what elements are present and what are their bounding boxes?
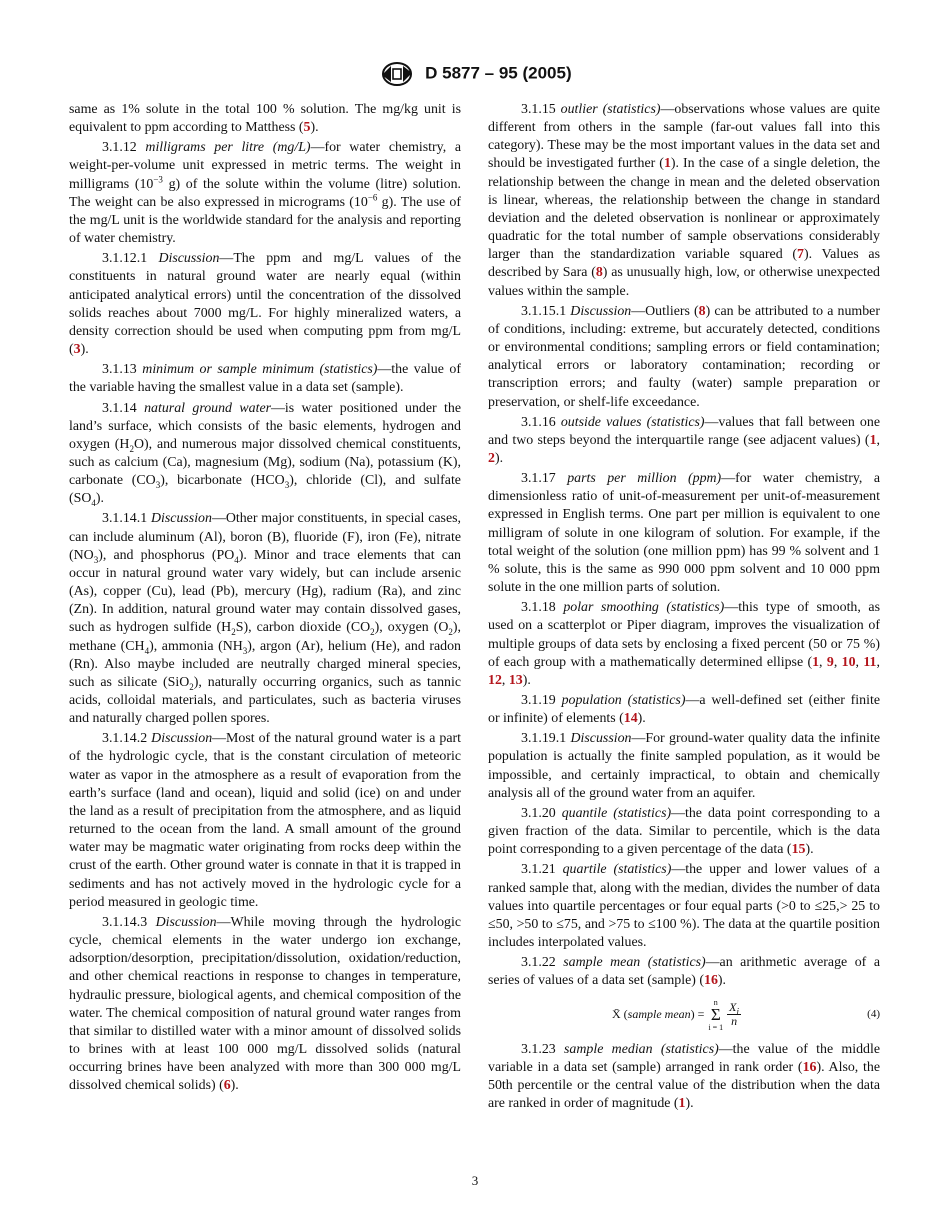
- definition-sample-median: 3.1.23 sample median (statistics)—the value of the middle variable in a data set (sample) arranged in rank order (16). Also, the 50th percentile or the central value of the distribution when the data are ranked in order of magnitude (1).: [488, 1041, 881, 1111]
- term: population (statistics): [561, 693, 686, 708]
- term: quartile (statistics): [562, 862, 672, 878]
- reference-link[interactable]: 2: [488, 450, 495, 466]
- reference-link[interactable]: 16: [802, 1059, 817, 1075]
- term: parts per million (ppm): [567, 471, 722, 487]
- reference-link[interactable]: 1: [812, 654, 820, 670]
- reference-link[interactable]: 7: [797, 247, 804, 263]
- reference-link[interactable]: 16: [704, 973, 718, 989]
- reference-link[interactable]: 5: [303, 120, 311, 136]
- page-header: [0, 60, 950, 87]
- equation-fraction: $\frac{X_i}{n}$: [729, 1000, 740, 1028]
- reference-link[interactable]: 3: [73, 342, 81, 358]
- definition-quartile: 3.1.21 quartile (statistics)—the upper and lower values of a ranked sample that, along with the median, divides the number of data values into quartile percentages or four equal parts (>0 to ≤25,> 25 to ≤50, >50 to ≤75, and >75 to ≤100 %). The data at the quartile position includes interpolated values.: [488, 862, 880, 951]
- reference-link[interactable]: 1: [678, 1095, 686, 1111]
- term: outside values (statistics): [560, 414, 705, 430]
- reference-link[interactable]: 8: [698, 303, 706, 319]
- paragraph-continuation: same as 1% solute in the total 100 % solution. The mg/kg unit is equivalent to ppm according to Matthess (5).: [69, 102, 461, 136]
- reference-link[interactable]: 14: [623, 711, 638, 727]
- definition-polar-smoothing: 3.1.18 polar smoothing (statistics)—this type of smooth, as used on a scatterplot or Piper diagram, improves the visualization of multiple groups of data sets by enclosing a fixed percent (50 or 75 %) of each group with a mathematically determined ellipse (1, 9, 10, 11, 12, 13).: [488, 600, 880, 688]
- definition-quantile: 3.1.20 quantile (statistics)—the data point corresponding to a given fraction of the data. Similar to percentile, which is the data point corresponding to a given percentage of the data (15).: [488, 805, 880, 858]
- discussion-population: 3.1.19.1 Discussion—For ground-water quality data the infinite population is actually the finite sampled population, as it would be impossible, and certainly impractical, to obtain and chemically analysis all of the ground water from an aquifer.: [488, 731, 880, 801]
- definition-parts-per-million: 3.1.17 parts per million (ppm)—for water chemistry, a dimensionless ratio of unit-of-measurement per unit-of-measurement expressed in English terms. One part per million is equivalent to one milligram of solute in one kilogram of solution. For example, if the total weight of the solution (one million ppm) has 99 % solvent and 1 % solute, this is the same as 990 000 ppm solvent and 10 000 ppm solute in the one million parts of solution.: [488, 471, 880, 596]
- reference-link[interactable]: 6: [223, 1078, 231, 1094]
- discussion-constituents: 3.1.14.1 Discussion—Other major constituents, in special cases, can include aluminum (Al), boron (B), fluoride (F), iron (Fe), nitrate $(NO_3)$, and phosphorus $(PO_4)$. Minor and trace elements that can occur in natural ground water vary widely, but can include arsenic (As), copper (Cu), lead (Pb), mercury (Hg), radium (Ra), and zinc (Zn). In addition, natural ground water may contain dissolved gases, such as hydrogen sulfide $(H_2S)$, carbon dioxide $(CO_2)$, oxygen $(O_2)$, methane $(CH_4)$, ammonia $(NH_3)$, argon (Ar), helium (He), and radon (Rn). Also maybe included are neutrally charged mineral species, such as silicate (SiO$_2$), naturally occurring organics, such as tannic acids, colloidal materials, and particulates, such as bacteria viruses and naturally charged pollen spores.: [69, 511, 462, 727]
- equation-number: (4): [867, 1008, 880, 1021]
- term: milligrams per litre (mg/L): [145, 140, 311, 156]
- reference-link[interactable]: 12: [488, 672, 502, 688]
- term: quantile (statistics): [561, 805, 672, 821]
- definition-natural-ground-water: 3.1.14 natural ground water—is water positioned under the land’s surface, which consists of the basic elements, hydrogen and oxygen $(H_2O)$, and numerous major dissolved chemical constituents, such as calcium (Ca), magnesium (Mg), sodium (Na), potassium (K), carbonate $(CO_3)$, bicarbonate $(HCO_3)$, chloride (Cl), and sulfate $(SO_4)$.: [69, 400, 461, 509]
- left-column: [69, 101, 461, 1097]
- equation-lhs: X̄ (sample mean) =: [612, 1007, 705, 1022]
- reference-link[interactable]: 9: [826, 654, 834, 670]
- term: outlier (statistics): [560, 102, 661, 117]
- reference-link[interactable]: 10: [841, 654, 856, 670]
- reference-link[interactable]: 8: [595, 265, 603, 281]
- reference-link[interactable]: 11: [863, 654, 877, 670]
- term: natural ground water: [144, 400, 272, 416]
- right-column: [488, 101, 880, 1115]
- definition-population: 3.1.19 population (statistics)—a well-defined set (either finite or infinite) of elements (14).: [488, 693, 880, 727]
- discussion-hydrologic-cycle: 3.1.14.2 Discussion—Most of the natural ground water is a part of the hydrologic cycle, that is the constant circulation of meteoric water as vapor in the atmosphere as a result of evaporation from the earth’s surface (land and ocean), liquid and solid (ice) on and under the land as a result of precipitation from the atmosphere, and as liquid returned to the ocean from the land. A small amount of the ground water may be magmatic water originating from rocks deep within the crust of the earth. Other ground water is connate in that it is trapped in sediments and has not actively moved in the hydrologic cycle for a period measured in geologic time.: [69, 731, 461, 910]
- term: sample mean (statistics): [563, 955, 706, 971]
- equation-sample-mean: [488, 995, 880, 1035]
- reference-link[interactable]: 1: [663, 156, 671, 172]
- definition-sample-mean: 3.1.22 sample mean (statistics)—an arithmetic average of a series of values of a data set (sample) (16).: [488, 955, 880, 989]
- discussion-chemical-reactions: 3.1.14.3 Discussion—While moving through the hydrologic cycle, chemical elements in the water undergo ion exchange, adsorption/desorption, precipitation/dissolution, oxidation/reduction, and other chemical reactions in response to changes in temperature, hydraulic pressure, biological agents, and chemical composition of the water. The chemical composition of natural ground water ranges from that similar to distilled water with a minor amount of dissolved solids to brines with at least 100 000 mg/L dissolved solids (natural occurring brines have been analyzed with more than 300 000 mg/L dissolved chemical solids) (6).: [69, 914, 461, 1094]
- discussion-outliers: 3.1.15.1 Discussion—Outliers (8) can be attributed to a number of conditions, including: extreme, but accurately detected, conditions or environmental conditions; sampling errors or field contamination; analytical errors or laboratory contamination; recording or transcription errors; and faulty (water) sample preparation or preservation, or shelf-life exceedance.: [488, 303, 880, 410]
- discussion-ppm-mgl: 3.1.12.1 Discussion—The ppm and mg/L values of the constituents in natural ground water are nearly equal (within anticipated analytical errors) until the concentration of the dissolved solids reaches about 7000 mg/L. For highly mineralized waters, a density correction should be used when computing ppm from mg/L (3).: [69, 251, 461, 358]
- reference-link[interactable]: 13: [508, 672, 523, 688]
- designation: D 5877 – 95 (2005): [425, 63, 572, 83]
- definition-minimum: 3.1.13 minimum or sample minimum (statistics)—the value of the variable having the smallest value in a data set (sample).: [69, 362, 461, 396]
- definition-outside-values: 3.1.16 outside values (statistics)—values that fall between one and two steps beyond the interquartile range (see adjacent values) (1, 2).: [488, 414, 880, 466]
- term: minimum or sample minimum (statistics): [142, 362, 378, 378]
- term: polar smoothing (statistics): [563, 600, 725, 616]
- definition-milligrams-per-litre: 3.1.12 milligrams per litre (mg/L)—for water chemistry, a weight-per-volume unit expressed in metric terms. The weight in milligrams ($10^{-3}$ g) of the solute within the volume (litre) solution. The weight can be also expressed in micrograms ($10^{-6}$ g). The use of the mg/L unit is the worldwide standard for the analysis and reporting of water chemistry.: [69, 140, 461, 247]
- reference-link[interactable]: 15: [791, 842, 806, 858]
- reference-link[interactable]: 1: [869, 432, 877, 448]
- page-number: 3: [471, 1173, 479, 1188]
- definition-outlier: 3.1.15 outlier (statistics)—observations whose values are quite different from others in the sample (far-out values fall into this category). These may be the most important values in the data set and should be investigated further (1). In the case of a single deletion, the relationship between the change in mean and the deleted observation is linear, whereas, the relationship between the change in standard deviation and the deleted observation is nonlinear or approximately quadratic for the total number of sample observations considerably larger than the standardization variable squared (7). Values as described by Sara (8) as unusually high, low, or otherwise unexpected values within the sample.: [488, 102, 880, 299]
- term: sample median (statistics): [564, 1041, 719, 1057]
- summation-symbol: n Σ i = 1: [708, 997, 724, 1032]
- astm-logo-icon: [378, 61, 416, 87]
